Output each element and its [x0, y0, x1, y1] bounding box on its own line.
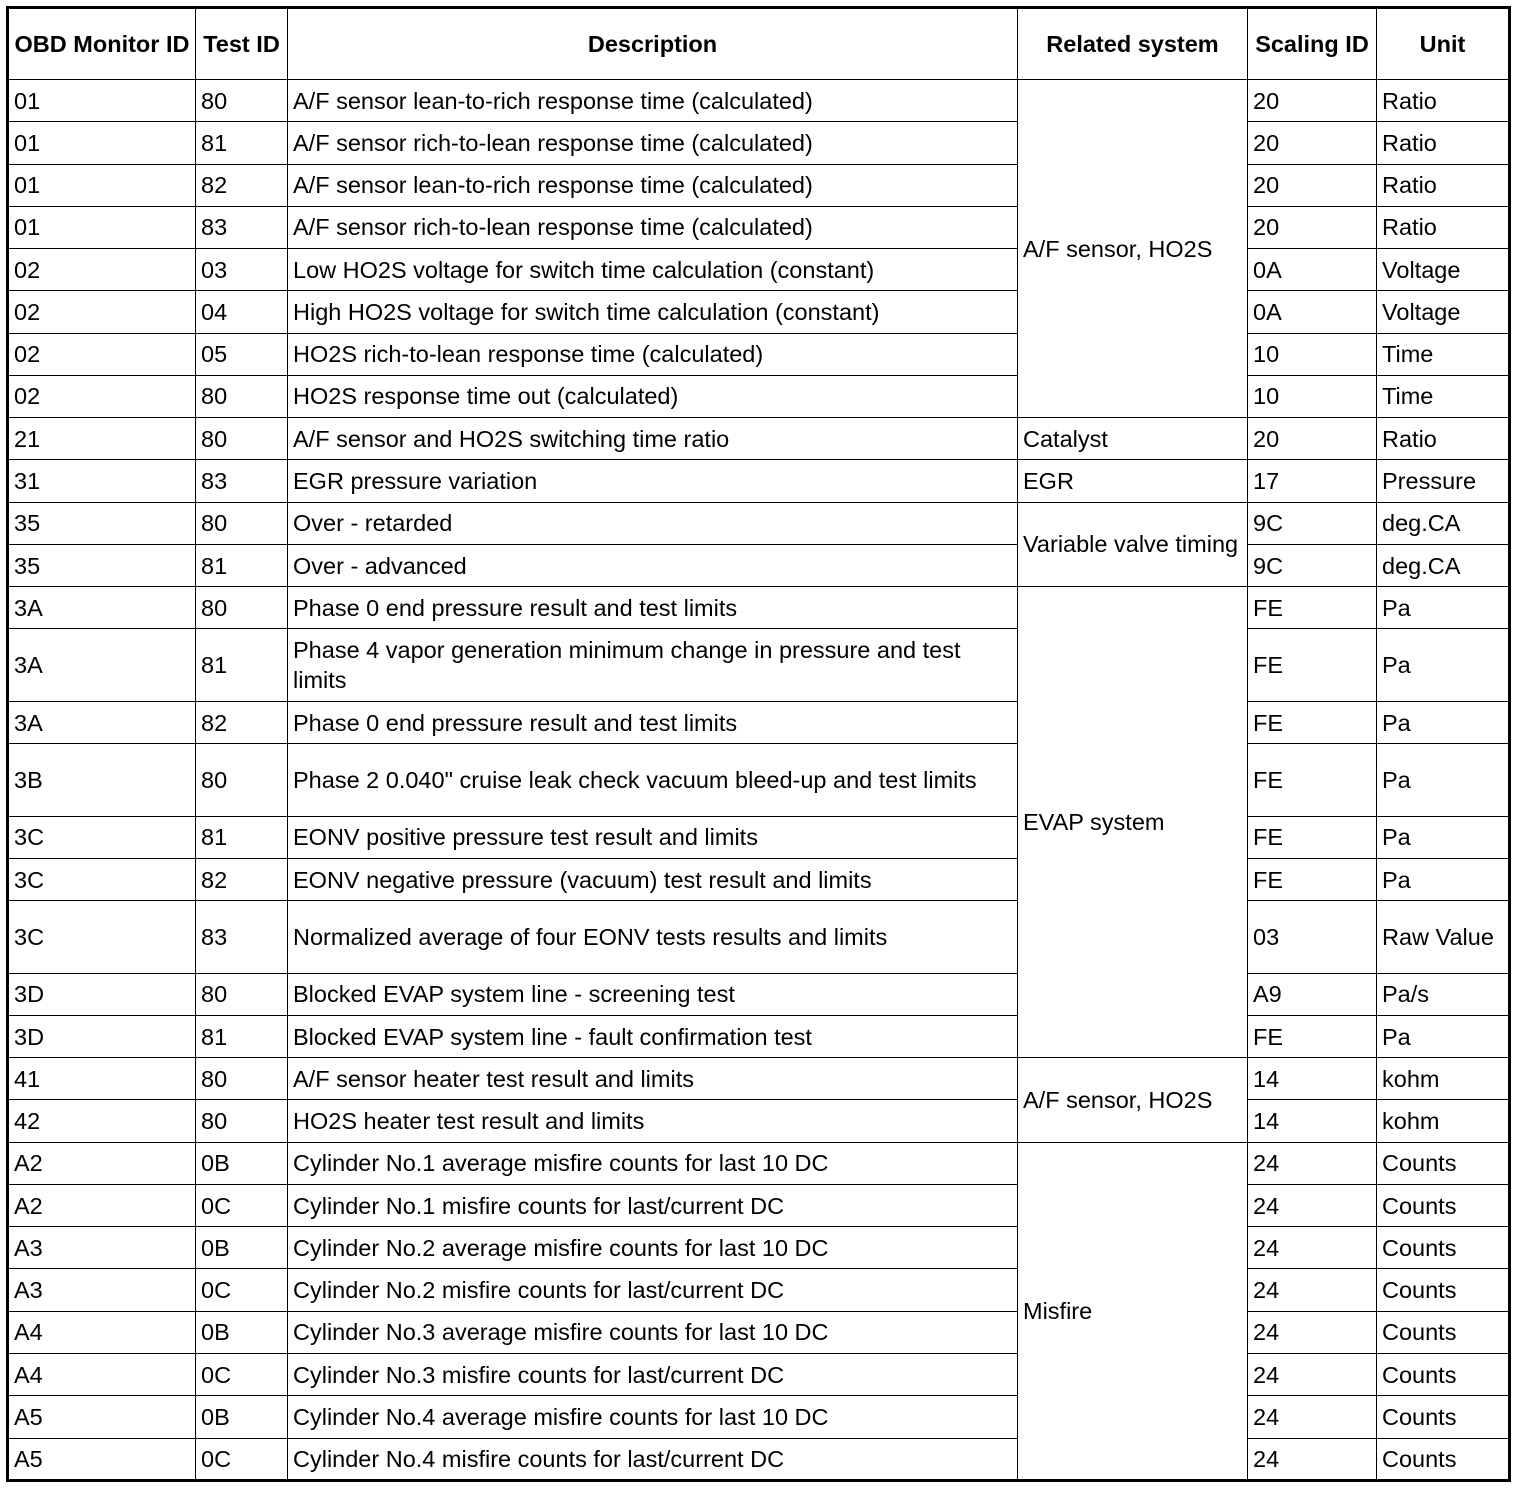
- table-row: [8, 973, 1510, 1015]
- unit-cell: Counts: [1377, 1184, 1510, 1226]
- monitor-id-cell: 3A: [8, 587, 196, 629]
- scaling-id-cell: FE: [1248, 587, 1377, 629]
- monitor-id-cell: A5: [8, 1396, 196, 1438]
- monitor-id-cell: 3C: [8, 816, 196, 858]
- description-cell: Cylinder No.2 misfire counts for last/current DC: [288, 1269, 1018, 1311]
- unit-cell: Counts: [1377, 1396, 1510, 1438]
- monitor-id-cell: 3D: [8, 973, 196, 1015]
- unit-cell: Counts: [1377, 1269, 1510, 1311]
- scaling-id-cell: A9: [1248, 973, 1377, 1015]
- test-id-cell: 05: [196, 333, 288, 375]
- scaling-id-cell: 24: [1248, 1438, 1377, 1480]
- related-system-cell: A/F sensor, HO2S: [1018, 80, 1248, 418]
- monitor-id-cell: 01: [8, 122, 196, 164]
- unit-cell: Time: [1377, 375, 1510, 417]
- scaling-id-cell: 24: [1248, 1142, 1377, 1184]
- table-row: [8, 901, 1510, 973]
- test-id-cell: 81: [196, 122, 288, 164]
- monitor-id-cell: A5: [8, 1438, 196, 1480]
- monitor-id-cell: A4: [8, 1311, 196, 1353]
- description-cell: EGR pressure variation: [288, 460, 1018, 502]
- test-id-cell: 81: [196, 544, 288, 586]
- unit-cell: Pa: [1377, 701, 1510, 743]
- table-row: [8, 1184, 1510, 1226]
- description-cell: Phase 0 end pressure result and test limits: [288, 701, 1018, 743]
- monitor-id-cell: 3A: [8, 629, 196, 701]
- monitor-id-cell: 02: [8, 375, 196, 417]
- unit-cell: Counts: [1377, 1354, 1510, 1396]
- table-row: [8, 1142, 1510, 1184]
- monitor-id-cell: 42: [8, 1100, 196, 1142]
- table-row: [8, 1269, 1510, 1311]
- description-cell: A/F sensor rich-to-lean response time (calculated): [288, 122, 1018, 164]
- test-id-cell: 0B: [196, 1227, 288, 1269]
- monitor-id-cell: A2: [8, 1142, 196, 1184]
- table-row: [8, 122, 1510, 164]
- test-id-cell: 04: [196, 291, 288, 333]
- unit-cell: Counts: [1377, 1227, 1510, 1269]
- description-cell: Cylinder No.1 misfire counts for last/current DC: [288, 1184, 1018, 1226]
- table-row: [8, 375, 1510, 417]
- unit-cell: Ratio: [1377, 164, 1510, 206]
- description-cell: EONV negative pressure (vacuum) test result and limits: [288, 858, 1018, 900]
- table-row: [8, 1227, 1510, 1269]
- unit-cell: Pa: [1377, 858, 1510, 900]
- column-header-scaling-id: Scaling ID: [1248, 8, 1377, 80]
- scaling-id-cell: 14: [1248, 1058, 1377, 1100]
- table-row: [8, 1438, 1510, 1480]
- table-row: [8, 1311, 1510, 1353]
- description-cell: Phase 4 vapor generation minimum change in pressure and test limits: [288, 629, 1018, 701]
- test-id-cell: 80: [196, 80, 288, 122]
- description-cell: Low HO2S voltage for switch time calculation (constant): [288, 249, 1018, 291]
- table-row: [8, 744, 1510, 816]
- table-row: [8, 1015, 1510, 1057]
- test-id-cell: 0C: [196, 1184, 288, 1226]
- monitor-id-cell: 21: [8, 418, 196, 460]
- table-row: [8, 1354, 1510, 1396]
- description-cell: HO2S rich-to-lean response time (calculated): [288, 333, 1018, 375]
- description-cell: Normalized average of four EONV tests results and limits: [288, 901, 1018, 973]
- scaling-id-cell: 03: [1248, 901, 1377, 973]
- test-id-cell: 83: [196, 206, 288, 248]
- test-id-cell: 80: [196, 375, 288, 417]
- test-id-cell: 0C: [196, 1354, 288, 1396]
- related-system-cell: Variable valve timing: [1018, 502, 1248, 587]
- monitor-id-cell: 02: [8, 249, 196, 291]
- table-row: [8, 249, 1510, 291]
- description-cell: Phase 0 end pressure result and test limits: [288, 587, 1018, 629]
- test-id-cell: 82: [196, 858, 288, 900]
- test-id-cell: 82: [196, 701, 288, 743]
- related-system-cell: Misfire: [1018, 1142, 1248, 1480]
- description-cell: Blocked EVAP system line - screening test: [288, 973, 1018, 1015]
- table-row: [8, 587, 1510, 629]
- test-id-cell: 83: [196, 901, 288, 973]
- monitor-id-cell: A4: [8, 1354, 196, 1396]
- description-cell: A/F sensor lean-to-rich response time (calculated): [288, 164, 1018, 206]
- test-id-cell: 0C: [196, 1269, 288, 1311]
- unit-cell: Pa: [1377, 744, 1510, 816]
- obd-monitor-table: [6, 6, 1511, 1482]
- scaling-id-cell: 24: [1248, 1184, 1377, 1226]
- unit-cell: Pa: [1377, 816, 1510, 858]
- monitor-id-cell: 35: [8, 544, 196, 586]
- scaling-id-cell: 9C: [1248, 544, 1377, 586]
- test-id-cell: 0C: [196, 1438, 288, 1480]
- table-row: [8, 502, 1510, 544]
- scaling-id-cell: 24: [1248, 1269, 1377, 1311]
- description-cell: Cylinder No.3 average misfire counts for last 10 DC: [288, 1311, 1018, 1353]
- scaling-id-cell: 0A: [1248, 249, 1377, 291]
- description-cell: Phase 2 0.040" cruise leak check vacuum bleed-up and test limits: [288, 744, 1018, 816]
- table-row: [8, 164, 1510, 206]
- scaling-id-cell: 20: [1248, 418, 1377, 460]
- column-header-test-id: Test ID: [196, 8, 288, 80]
- table-row: [8, 816, 1510, 858]
- description-cell: Over - retarded: [288, 502, 1018, 544]
- unit-cell: Pa: [1377, 587, 1510, 629]
- unit-cell: kohm: [1377, 1058, 1510, 1100]
- description-cell: Over - advanced: [288, 544, 1018, 586]
- table-row: [8, 701, 1510, 743]
- unit-cell: Pa/s: [1377, 973, 1510, 1015]
- test-id-cell: 81: [196, 816, 288, 858]
- description-cell: HO2S response time out (calculated): [288, 375, 1018, 417]
- test-id-cell: 80: [196, 502, 288, 544]
- scaling-id-cell: FE: [1248, 858, 1377, 900]
- unit-cell: Pa: [1377, 629, 1510, 701]
- unit-cell: Pressure: [1377, 460, 1510, 502]
- table-row: [8, 629, 1510, 701]
- column-header-description: Description: [288, 8, 1018, 80]
- test-id-cell: 80: [196, 418, 288, 460]
- description-cell: HO2S heater test result and limits: [288, 1100, 1018, 1142]
- test-id-cell: 83: [196, 460, 288, 502]
- scaling-id-cell: 17: [1248, 460, 1377, 502]
- unit-cell: Counts: [1377, 1311, 1510, 1353]
- test-id-cell: 80: [196, 744, 288, 816]
- monitor-id-cell: 3C: [8, 901, 196, 973]
- unit-cell: Counts: [1377, 1142, 1510, 1184]
- description-cell: A/F sensor and HO2S switching time ratio: [288, 418, 1018, 460]
- unit-cell: kohm: [1377, 1100, 1510, 1142]
- monitor-id-cell: A2: [8, 1184, 196, 1226]
- test-id-cell: 0B: [196, 1142, 288, 1184]
- monitor-id-cell: 3C: [8, 858, 196, 900]
- scaling-id-cell: 24: [1248, 1227, 1377, 1269]
- monitor-id-cell: A3: [8, 1227, 196, 1269]
- unit-cell: Ratio: [1377, 80, 1510, 122]
- scaling-id-cell: 24: [1248, 1354, 1377, 1396]
- monitor-id-cell: 02: [8, 333, 196, 375]
- scaling-id-cell: FE: [1248, 701, 1377, 743]
- unit-cell: Ratio: [1377, 122, 1510, 164]
- table-row: [8, 80, 1510, 122]
- description-cell: Cylinder No.1 average misfire counts for last 10 DC: [288, 1142, 1018, 1184]
- unit-cell: Time: [1377, 333, 1510, 375]
- description-cell: Cylinder No.4 misfire counts for last/current DC: [288, 1438, 1018, 1480]
- test-id-cell: 0B: [196, 1311, 288, 1353]
- unit-cell: Pa: [1377, 1015, 1510, 1057]
- scaling-id-cell: FE: [1248, 816, 1377, 858]
- column-header-monitor-id: OBD Monitor ID: [8, 8, 196, 80]
- test-id-cell: 82: [196, 164, 288, 206]
- scaling-id-cell: FE: [1248, 629, 1377, 701]
- unit-cell: deg.CA: [1377, 502, 1510, 544]
- test-id-cell: 80: [196, 973, 288, 1015]
- description-cell: EONV positive pressure test result and limits: [288, 816, 1018, 858]
- test-id-cell: 0B: [196, 1396, 288, 1438]
- table-row: [8, 460, 1510, 502]
- scaling-id-cell: 10: [1248, 375, 1377, 417]
- description-cell: Cylinder No.2 average misfire counts for last 10 DC: [288, 1227, 1018, 1269]
- monitor-id-cell: 01: [8, 206, 196, 248]
- related-system-cell: EGR: [1018, 460, 1248, 502]
- table-row: [8, 1396, 1510, 1438]
- description-cell: Blocked EVAP system line - fault confirmation test: [288, 1015, 1018, 1057]
- related-system-cell: EVAP system: [1018, 587, 1248, 1058]
- test-id-cell: 81: [196, 1015, 288, 1057]
- monitor-id-cell: A3: [8, 1269, 196, 1311]
- monitor-id-cell: 41: [8, 1058, 196, 1100]
- related-system-cell: Catalyst: [1018, 418, 1248, 460]
- column-header-unit: Unit: [1377, 8, 1510, 80]
- unit-cell: Voltage: [1377, 249, 1510, 291]
- table-row: [8, 333, 1510, 375]
- monitor-id-cell: 01: [8, 80, 196, 122]
- test-id-cell: 80: [196, 587, 288, 629]
- test-id-cell: 80: [196, 1100, 288, 1142]
- unit-cell: Raw Value: [1377, 901, 1510, 973]
- scaling-id-cell: FE: [1248, 744, 1377, 816]
- table-row: [8, 858, 1510, 900]
- scaling-id-cell: 9C: [1248, 502, 1377, 544]
- table-row: [8, 1100, 1510, 1142]
- unit-cell: Counts: [1377, 1438, 1510, 1480]
- table-header-row: [8, 8, 1510, 80]
- related-system-cell: A/F sensor, HO2S: [1018, 1058, 1248, 1143]
- scaling-id-cell: 10: [1248, 333, 1377, 375]
- table-row: [8, 206, 1510, 248]
- monitor-id-cell: 02: [8, 291, 196, 333]
- scaling-id-cell: 24: [1248, 1311, 1377, 1353]
- description-cell: High HO2S voltage for switch time calculation (constant): [288, 291, 1018, 333]
- table-row: [8, 291, 1510, 333]
- monitor-id-cell: 01: [8, 164, 196, 206]
- test-id-cell: 80: [196, 1058, 288, 1100]
- description-cell: Cylinder No.3 misfire counts for last/current DC: [288, 1354, 1018, 1396]
- unit-cell: Ratio: [1377, 418, 1510, 460]
- test-id-cell: 03: [196, 249, 288, 291]
- unit-cell: Voltage: [1377, 291, 1510, 333]
- scaling-id-cell: 24: [1248, 1396, 1377, 1438]
- scaling-id-cell: 20: [1248, 206, 1377, 248]
- table-row: [8, 418, 1510, 460]
- monitor-id-cell: 3A: [8, 701, 196, 743]
- monitor-id-cell: 3B: [8, 744, 196, 816]
- scaling-id-cell: 14: [1248, 1100, 1377, 1142]
- scaling-id-cell: 20: [1248, 164, 1377, 206]
- scaling-id-cell: FE: [1248, 1015, 1377, 1057]
- description-cell: Cylinder No.4 average misfire counts for last 10 DC: [288, 1396, 1018, 1438]
- monitor-id-cell: 31: [8, 460, 196, 502]
- table-row: [8, 1058, 1510, 1100]
- monitor-id-cell: 3D: [8, 1015, 196, 1057]
- unit-cell: Ratio: [1377, 206, 1510, 248]
- unit-cell: deg.CA: [1377, 544, 1510, 586]
- table-row: [8, 544, 1510, 586]
- column-header-related-system: Related system: [1018, 8, 1248, 80]
- scaling-id-cell: 0A: [1248, 291, 1377, 333]
- scaling-id-cell: 20: [1248, 80, 1377, 122]
- description-cell: A/F sensor lean-to-rich response time (calculated): [288, 80, 1018, 122]
- description-cell: A/F sensor heater test result and limits: [288, 1058, 1018, 1100]
- monitor-id-cell: 35: [8, 502, 196, 544]
- test-id-cell: 81: [196, 629, 288, 701]
- scaling-id-cell: 20: [1248, 122, 1377, 164]
- description-cell: A/F sensor rich-to-lean response time (calculated): [288, 206, 1018, 248]
